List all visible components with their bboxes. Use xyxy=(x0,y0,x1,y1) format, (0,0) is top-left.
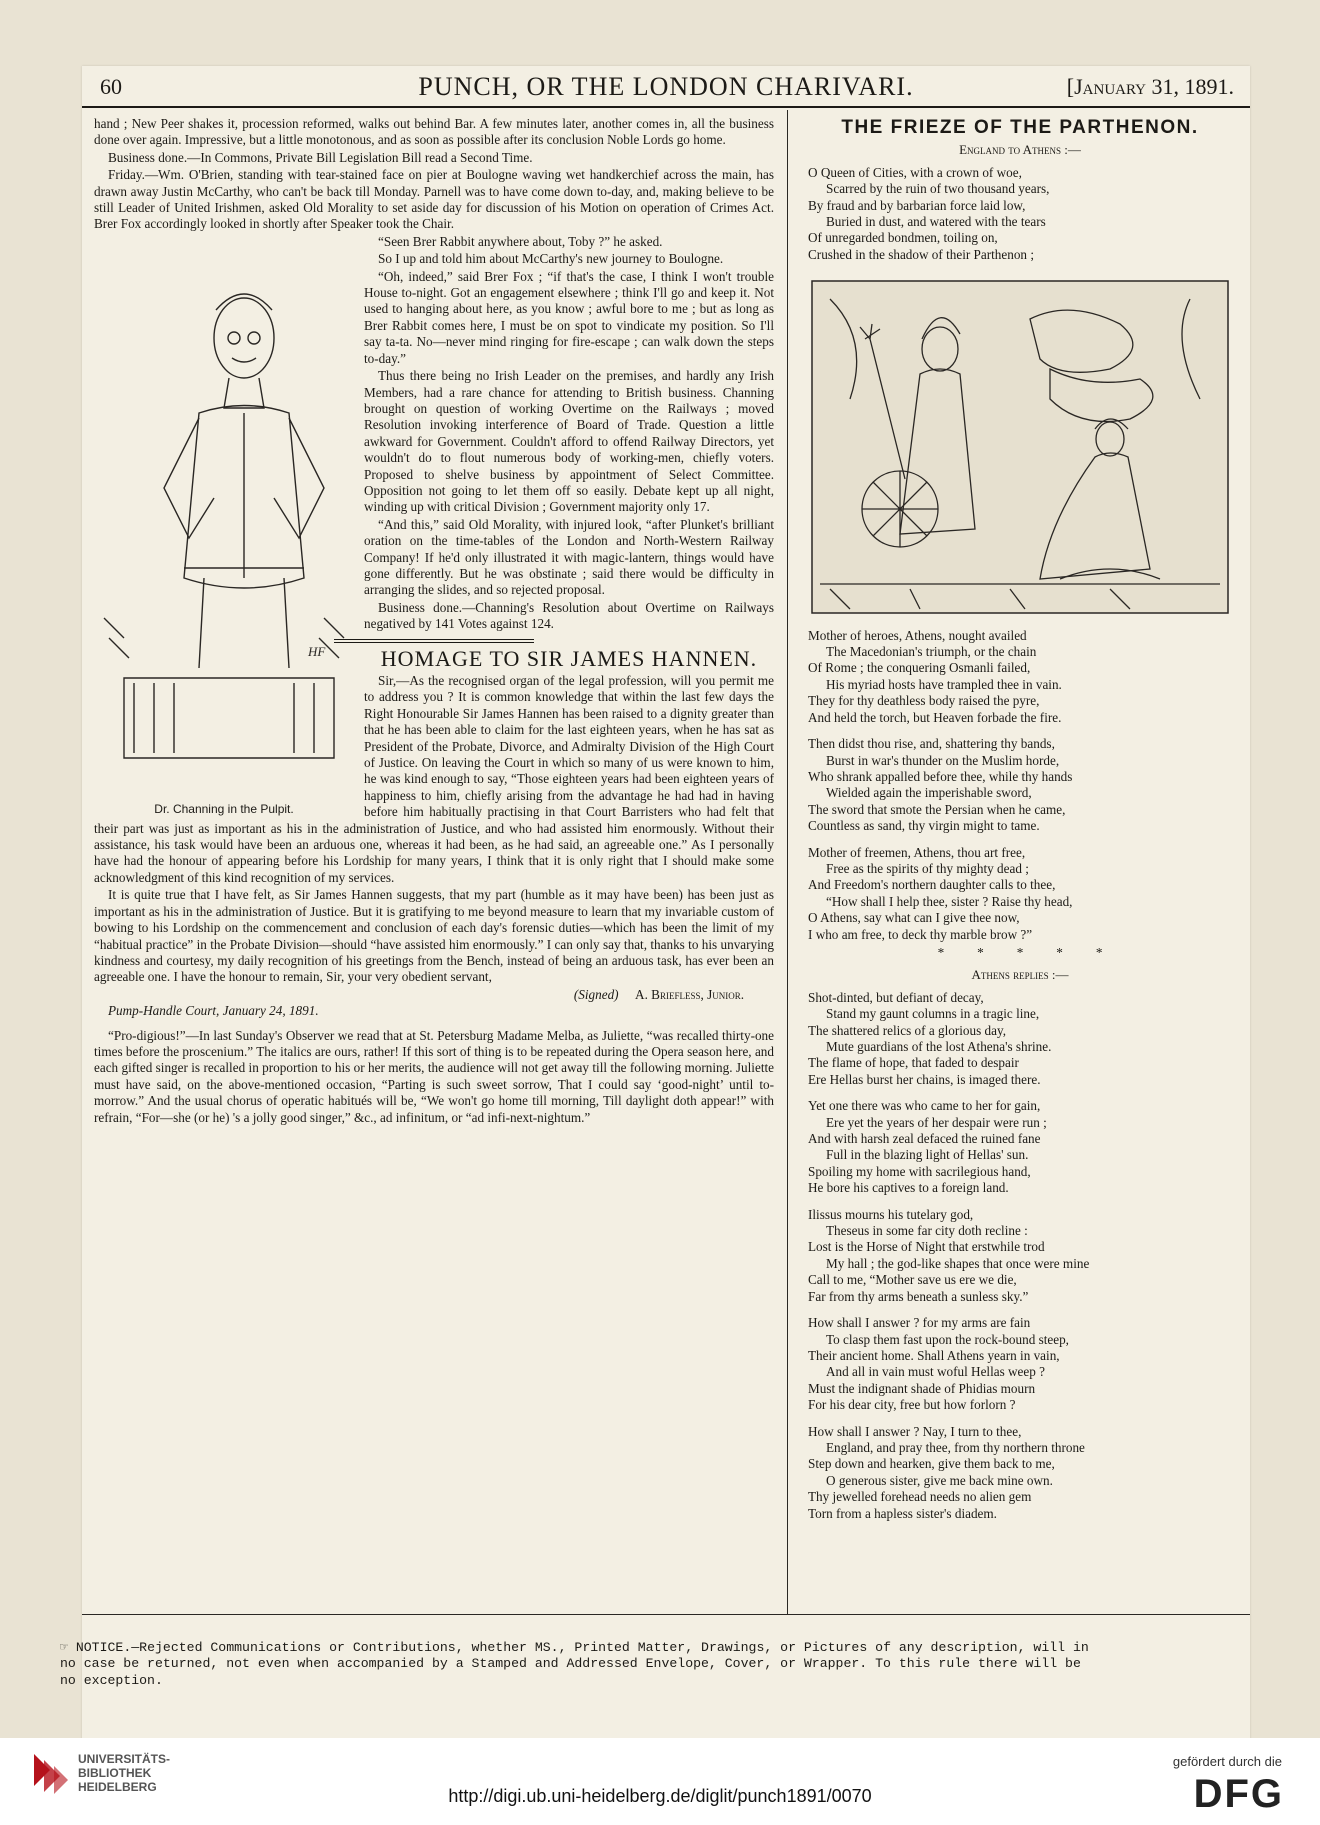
poem-line: Step down and hearken, give them back to me, xyxy=(808,1456,1055,1472)
poem-line: Mother of freemen, Athens, thou art free, xyxy=(808,844,1026,860)
poem-line: Full in the blazing light of Hellas' sun. xyxy=(826,1147,1029,1163)
page-header xyxy=(82,66,1250,108)
cartoon-illustration xyxy=(94,238,354,818)
dfg-logo: DFG xyxy=(1193,1772,1284,1816)
paragraph: Thus there being no Irish Leader on the premises, and hardly any Irish Members, had a rare chance for attending to British business. Channing brought on question of working Overtime on the Railways ; moved Resolution invoking interference of Board of Trade. Question a little awkward for Government. Couldn't afford to offend Railway Directors, yet wouldn't do to flout numerous body of working-men, chiefly voters. Proposed to shelve business by appointment of Select Committee. Opposition not going to let them off so easily. Debate kept up all night, winding up with critical Division ; Government majority only 17. xyxy=(364,368,774,515)
poem-line: To clasp them fast upon the rock-bound steep, xyxy=(826,1331,1069,1347)
poem-line: Scarred by the ruin of two thousand years, xyxy=(826,181,1050,197)
stanza xyxy=(808,1207,1240,1305)
poem-line: Thy jewelled forehead needs no alien gem xyxy=(808,1489,1032,1505)
frieze-illustration xyxy=(810,279,1230,615)
poem-line: They for thy deathless body raised the pyre, xyxy=(808,693,1040,709)
stanza xyxy=(808,845,1240,943)
source-url-link[interactable]: http://digi.ub.uni-heidelberg.de/diglit/punch1891/0070 xyxy=(448,1786,872,1806)
poem-line: The Macedonian's triumph, or the chain xyxy=(826,644,1037,660)
poem-line: The flame of hope, that faded to despair xyxy=(808,1055,1019,1071)
poem-line: And all in vain must woful Hellas weep ? xyxy=(826,1364,1046,1380)
poem-line: Countless as sand, thy virgin might to tame. xyxy=(808,818,1040,834)
poem-line: Ilissus mourns his tutelary god, xyxy=(808,1206,974,1222)
poem-line: Burst in war's thunder on the Muslim horde, xyxy=(826,752,1060,768)
cartoon-drawing xyxy=(94,238,354,798)
poem-line: Call to me, “Mother save us ere we die, xyxy=(808,1272,1017,1288)
poem-line: Yet one there was who came to her for gain, xyxy=(808,1098,1041,1114)
poem-line: Far from thy arms beneath a sunless sky.” xyxy=(808,1288,1029,1304)
poem-line: His myriad hosts have trampled thee in vain. xyxy=(826,676,1062,692)
paragraph: “Pro-digious!”—In last Sunday's Observer we read that at St. Petersburg Madame Melba, as Juliette, “was recalled thirty-one times before the proscenium.” The italics are ours, rather! If this sort of thing is to be repeated during the Opera season here, and each gifted singer is recalled in proportion to his or her merits, the audience will not get away till the following morning. Juliette must have said, on the above-mentioned occasion, “Parting is such sweet sorrow, That I could say ‘good-night’ until to-morrow.” And the usual chorus of operatic habitués will be, “We won't go home till morning, Till daylight doth appear!” with refrain, “For—she (or he) 's a jolly good singer,” &c., ad infinitum, or “ad infi-next-nightum.” xyxy=(94,1027,774,1125)
poem-line: How shall I answer ? Nay, I turn to thee, xyxy=(808,1423,1022,1439)
paragraph: It is quite true that I have felt, as Sir James Hannen suggests, that my part (humble as it may have been) has been just as important as his in the administration of Justice. But it is gratifying to me beyond measure to learn that my invariable custom of bowing to his Lordship on the commencement and conclusion of each day's forensic duties—which has been the limit of my “habitual practice” in the Probate Division—should “have assisted him enormously.” I can only say that, thanks to his unvarying kindness and courtesy, my daily recognition of his greetings from the Bench, instead of being an arduous task, has ever been an agreeable one. I have the honour to remain, Sir, your very obedient servant, xyxy=(94,887,774,985)
poem-line: Mute guardians of the lost Athena's shrine. xyxy=(826,1039,1052,1054)
paragraph: So I up and told him about McCarthy's new journey to Boulogne. xyxy=(378,251,724,267)
poem-line: Crushed in the shadow of their Parthenon ; xyxy=(808,246,1034,262)
newspaper-page xyxy=(82,66,1250,1756)
stanza xyxy=(808,1315,1240,1413)
poem-line: Of unregarded bondmen, toiling on, xyxy=(808,230,998,246)
poem-line: The sword that smote the Persian when he came, xyxy=(808,801,1066,817)
poem-line: Then didst thou rise, and, shattering thy bands, xyxy=(808,736,1055,752)
poem-line: Shot-dinted, but defiant of decay, xyxy=(808,989,984,1005)
poem-line: Their ancient home. Shall Athens yearn in vain, xyxy=(808,1347,1060,1363)
poem-line: Of Rome ; the conquering Osmanli failed, xyxy=(808,660,1031,676)
stanza xyxy=(808,628,1240,726)
poem-title: THE FRIEZE OF THE PARTHENON. xyxy=(841,117,1199,138)
stanza xyxy=(808,1098,1240,1196)
stanza xyxy=(808,736,1240,834)
poem-line: Buried in dust, and watered with the tears xyxy=(826,214,1046,230)
cartoon-signature: HF xyxy=(308,643,326,659)
poem-line: Lost is the Horse of Night that erstwhile trod xyxy=(808,1239,1045,1255)
bottom-rule xyxy=(82,1614,1250,1615)
poem-line: Spoiling my home with sacrilegious hand, xyxy=(808,1163,1031,1179)
stanza xyxy=(808,1424,1240,1522)
notice-text: ☞ NOTICE.—Rejected Communications or Contributions, whether MS., Printed Matter, Drawings, or Pictures of any description, will in no case be returned, not even when accompanied by a Stamped and Addressed Envelope, Cover, or Wrapper. To this rule there will be no exception. xyxy=(60,1640,1089,1688)
letter-place-date: Pump-Handle Court, January 24, 1891. xyxy=(108,1003,319,1019)
poem-line: Who shrank appalled before thee, while thy hands xyxy=(808,768,1073,784)
poem-line: Stand my gaunt columns in a tragic line, xyxy=(826,1006,1040,1022)
left-column xyxy=(94,116,774,1127)
issue-date: [January 31, 1891. xyxy=(1066,74,1234,99)
funding-label: gefördert durch die xyxy=(1172,1754,1282,1769)
poem-line: Must the indignant shade of Phidias mourn xyxy=(808,1380,1036,1396)
poem-line: My hall ; the god-like shapes that once were mine xyxy=(826,1255,1090,1271)
masthead-title: PUNCH, OR THE LONDON CHARIVARI. xyxy=(418,72,914,101)
paragraph: “Oh, indeed,” said Brer Fox ; “if that's the case, I think I won't trouble House to-night. Got an engagement elsewhere ; think I'll go and keep it. Not used to hanging about here, as you know ; awful bore to me ; but as long as Brer Rabbit comes here, I must be on spot to vindicate my position. So I'll say ta-ta. No—never mind ringing for fire-escape ; can walk down the steps to-day.” xyxy=(364,268,774,366)
stanza xyxy=(808,165,1240,263)
replies-heading: Athens replies :— xyxy=(971,967,1069,983)
poem-line: The shattered relics of a glorious day, xyxy=(808,1022,1006,1038)
column-divider xyxy=(787,110,788,1614)
poem-line: By fraud and by barbarian force laid low, xyxy=(808,197,1026,213)
article-title: HOMAGE TO SIR JAMES HANNEN. xyxy=(380,645,758,671)
poem-line: For his dear city, free but how forlorn ? xyxy=(808,1397,1016,1413)
stanza xyxy=(808,990,1240,1088)
poem-line: And held the torch, but Heaven forbade the fire. xyxy=(808,709,1062,725)
digitization-footer xyxy=(0,1738,1320,1825)
poem-line: O Athens, say what can I give thee now, xyxy=(808,910,1020,926)
poem-line: Ere yet the years of her despair were run ; xyxy=(826,1114,1047,1130)
paragraph: Sir,—As the recognised organ of the legal profession, will you permit me to address you ? It is common knowledge that within the last few days the Right Honourable Sir James Hannen has been raised to a dignity greater than that he has been able to claim for the last eighteen years, when he has sat as President of the Probate, Divorce, and Admiralty Division of the High Court of Justice. On leaving the Court in which so many of us were known to him, he was kind enough to say, “Those eighteen years had been eighteen years of happiness to him, chiefly arising from the advantage he had had in having before him habitually practising in that Court Barristers who had felt that their part was just as important as his in the administration of Justice, and who had assisted him enormously. Without their assistance, his task would have been an arduous one, whereas it had been, as he had said, an agreeable one.” As I personally have had the honour of appearing before his Lordship for many years, I think that it is only right that I should make some acknowledgment of this kind recognition of my services. xyxy=(94,673,774,885)
pointing-hand-icon: ☞ xyxy=(60,1640,76,1655)
stars-divider: * * * * * xyxy=(937,944,1103,960)
signature-line xyxy=(94,987,774,1003)
right-column xyxy=(800,116,1240,1532)
paragraph: “And this,” said Old Morality, with injured look, “after Plunket's brilliant oration on the time-tables of the London and North-Western Railway Company! If he'd only illustrated it with magic-lantern, things would have gone differently. But he was obstinate ; said there would be difficulty in arranging the slides, and so rejected proposal. xyxy=(364,516,774,598)
poem-line: Theseus in some far city doth recline : xyxy=(826,1223,1028,1239)
paragraph: “Seen Brer Rabbit anywhere about, Toby ?” he asked. xyxy=(378,233,663,249)
page-number: 60 xyxy=(100,74,122,99)
poem-line: O generous sister, give me back mine own. xyxy=(826,1472,1053,1488)
poem-line: Wielded again the imperishable sword, xyxy=(826,785,1032,801)
poem-line: And Freedom's northern daughter calls to thee, xyxy=(808,877,1056,893)
poem-line: Mother of heroes, Athens, nought availed xyxy=(808,627,1027,643)
paragraph: hand ; New Peer shakes it, procession reformed, walks out behind Bar. A few minutes later, another comes in, all the business done over again. Impressive, but a little monotonous, and as soon as possible after its conclusion Noble Lords go home. xyxy=(94,116,774,148)
poem-line: And with harsh zeal defaced the ruined fane xyxy=(808,1131,1041,1147)
poem-line: “How shall I help thee, sister ? Raise thy head, xyxy=(826,893,1073,909)
poem-line: O Queen of Cities, with a crown of woe, xyxy=(808,164,1022,180)
poem-subtitle: England to Athens :— xyxy=(959,142,1081,158)
paragraph: Friday.—Wm. O'Brien, standing with tear-stained face on pier at Boulogne waving wet handkerchief across the main, has drawn away Justin McCarthy, who can't be back till Monday. Parnell was to have come down to-day, and, making believe to be still Leader of United Irishmen, asked Old Morality to set aside day for discussion of his Motion on operation of Crimes Act. Brer Fox accordingly looked in shortly after Speaker took the Chair. xyxy=(94,167,774,232)
poem-line: England, and pray thee, from thy northern throne xyxy=(826,1439,1085,1455)
signer-name: A. Briefless, Junior. xyxy=(635,986,744,1002)
paragraph: Business done.—In Commons, Private Bill Legislation Bill read a Second Time. xyxy=(108,149,533,165)
poem-line: Free as the spirits of thy mighty dead ; xyxy=(826,860,1029,876)
poem-line: He bore his captives to a foreign land. xyxy=(808,1180,1009,1196)
poem-line: I who am free, to deck thy marble brow ?” xyxy=(808,926,1033,942)
library-name: UNIVERSITÄTS- BIBLIOTHEK HEIDELBERG xyxy=(78,1752,171,1794)
section-rule xyxy=(334,639,534,643)
poem-line: How shall I answer ? for my arms are fain xyxy=(808,1315,1031,1331)
poem-line: Torn from a hapless sister's diadem. xyxy=(808,1505,997,1521)
poem-line: Ere Hellas burst her chains, is imaged there. xyxy=(808,1071,1041,1087)
paragraph: Business done.—Channing's Resolution about Overtime on Railways negatived by 141 Votes against 124. xyxy=(364,599,774,632)
cartoon-caption: Dr. Channing in the Pulpit. xyxy=(154,802,294,817)
signed-label: (Signed) xyxy=(573,986,619,1002)
